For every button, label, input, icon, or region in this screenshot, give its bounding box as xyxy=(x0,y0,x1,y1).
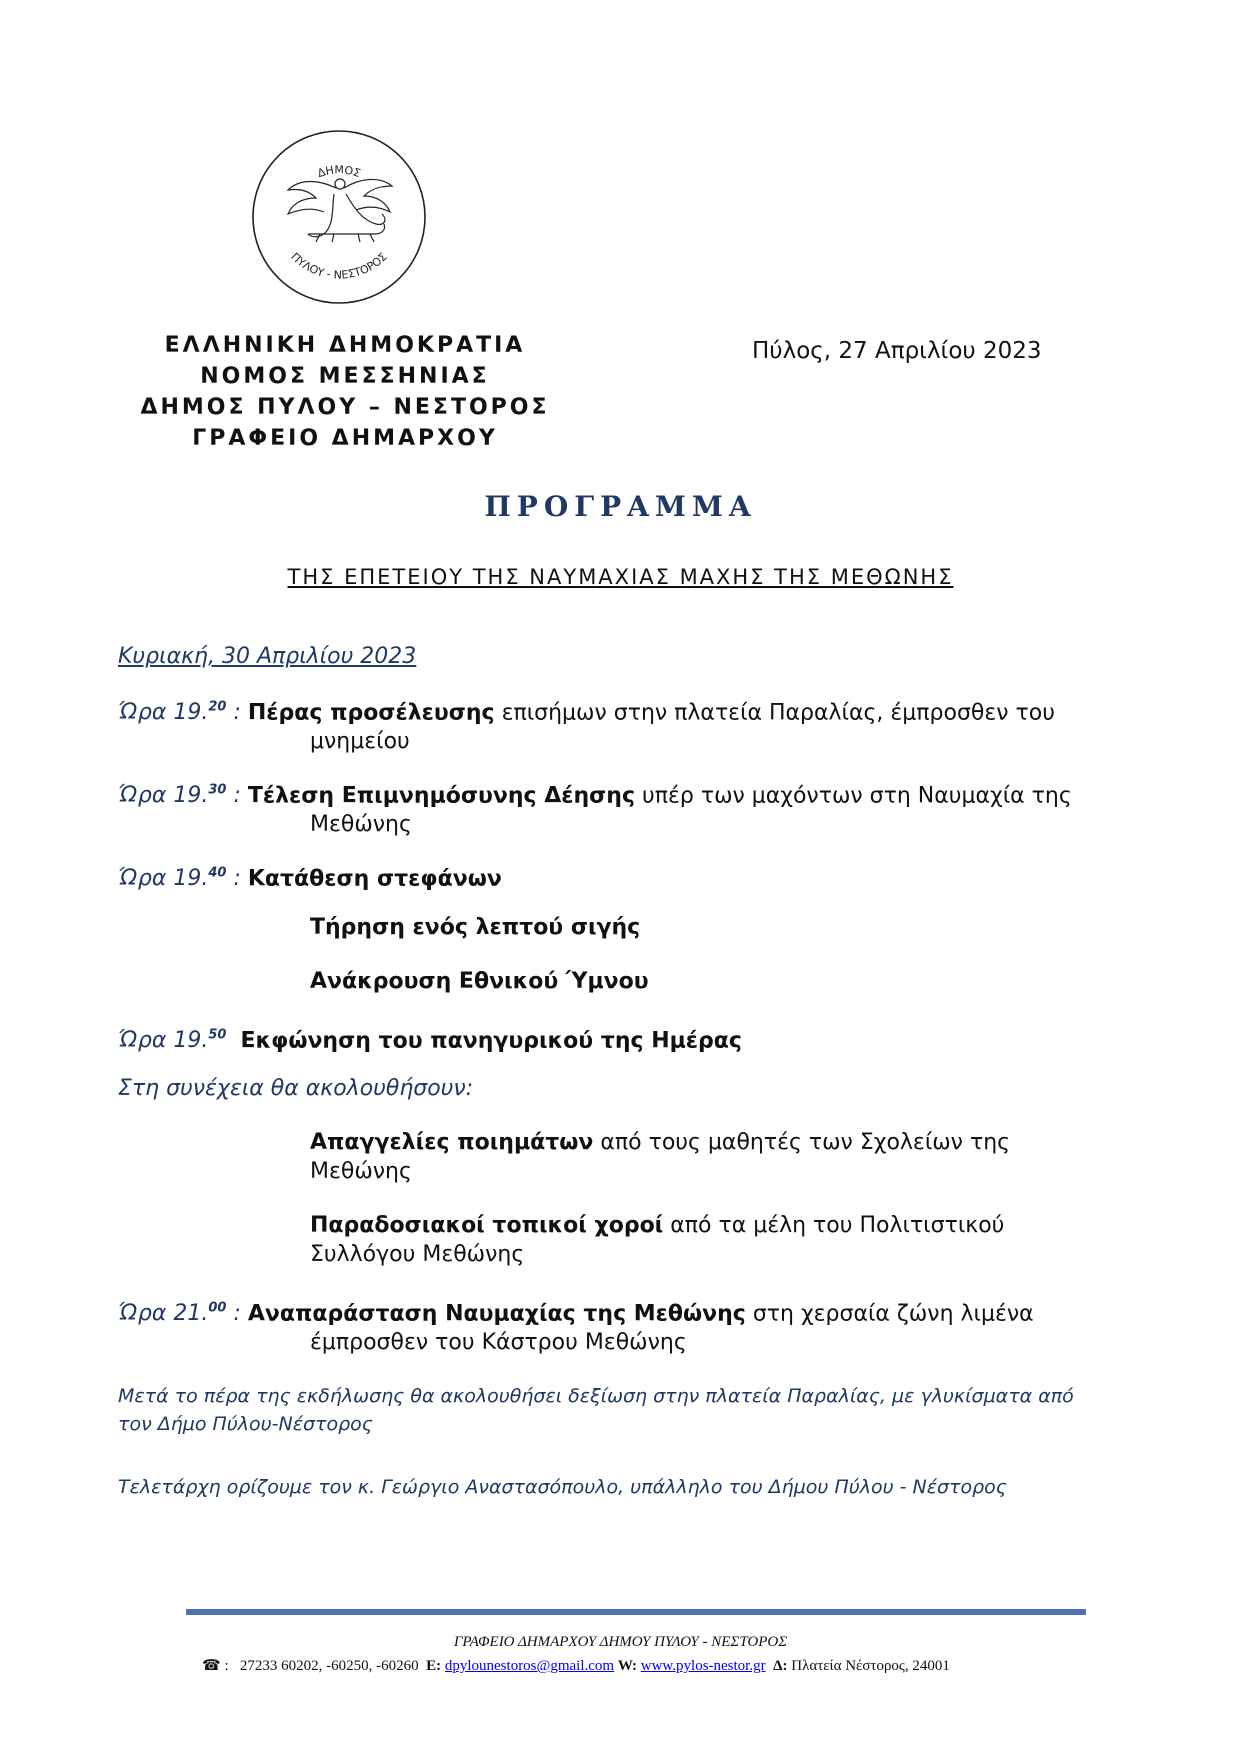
entry-title: Κατάθεση στεφάνων xyxy=(247,866,502,892)
footer-divider xyxy=(186,1609,1086,1615)
entry-title: Αναπαράσταση Ναυμαχίας της Μεθώνης xyxy=(247,1301,746,1327)
entry-description: υπέρ των μαχόντων στη Ναυμαχία της xyxy=(635,783,1072,809)
entry-description: επισήμων στην πλατεία Παραλίας, έμπροσθεν του xyxy=(494,700,1055,726)
footer-contacts xyxy=(202,1656,950,1675)
master-of-ceremonies-note: Τελετάρχη ορίζουμε τον κ. Γεώργιο Αναστασόπουλο, υπάλληλο του Δήμου Πύλου - Νέστορος xyxy=(118,1476,1007,1498)
followup-item-continuation: Μεθώνης xyxy=(310,1159,412,1184)
schedule-entry xyxy=(118,693,1078,756)
document-date: Πύλος, 27 Απριλίου 2023 xyxy=(752,338,1042,364)
entry-time: Ώρα 19.30 : xyxy=(118,783,241,809)
schedule-entry xyxy=(118,776,1078,839)
followup-item-title: Παραδοσιακοί τοπικοί χοροί xyxy=(310,1213,664,1238)
entry-title: Πέρας προσέλευσης xyxy=(247,700,495,726)
address-label: Δ: xyxy=(773,1658,788,1674)
entry-time: Ώρα 21.00 : xyxy=(118,1301,241,1327)
footer-address: Πλατεία Νέστορος, 24001 xyxy=(791,1658,950,1674)
footer-office: ΓΡΑΦΕΙΟ ΔΗΜΑΡΧΟΥ ΔΗΜΟΥ ΠΥΛΟΥ - ΝΕΣΤΟΡΟΣ xyxy=(453,1634,788,1650)
schedule-entry xyxy=(118,1021,1078,1055)
followup-item-title: Απαγγελίες ποιημάτων xyxy=(310,1130,594,1155)
municipality-seal xyxy=(250,128,428,306)
document-title: ΠΡΟΓΡΑΜΜΑ xyxy=(484,490,757,523)
email-link[interactable]: dpylounestoros@gmail.com xyxy=(444,1658,615,1674)
sub-item-anthem: Ανάκρουση Εθνικού Ύμνου xyxy=(310,969,649,994)
followup-item-description: από τα μέλη του Πολιτιστικού xyxy=(663,1213,1005,1238)
footer-phones: 27233 60202, -60250, -60260 xyxy=(239,1658,419,1674)
website-link[interactable]: www.pylos-nestor.gr xyxy=(640,1658,766,1674)
winged-sphinx-logo-icon xyxy=(250,128,428,306)
entry-description: στη χερσαία ζώνη λιμένα xyxy=(745,1301,1034,1327)
header-republic: ΕΛΛΗΝΙΚΗ ΔΗΜΟΚΡΑΤΙΑ xyxy=(164,333,526,358)
followup-item xyxy=(310,1128,1070,1186)
followup-item-continuation: Συλλόγου Μεθώνης xyxy=(310,1242,525,1267)
followup-item-description: από τους μαθητές των Σχολείων της xyxy=(593,1130,1011,1155)
entry-continuation: μνημείου xyxy=(310,729,410,755)
header-municipality: ΔΗΜΟΣ ΠΥΛΟΥ – ΝΕΣΤΟΡΟΣ xyxy=(140,395,550,420)
email-label: E: xyxy=(426,1658,442,1674)
seal-bottom-text: ΠΥΛΟΥ - ΝΕΣΤΟΡΟΣ xyxy=(288,250,390,282)
entry-time: Ώρα 19.50 xyxy=(118,1028,227,1054)
header-office: ΓΡΑΦΕΙΟ ΔΗΜΑΡΧΟΥ xyxy=(192,426,498,451)
entry-time: Ώρα 19.20 : xyxy=(118,700,241,726)
schedule-entry xyxy=(118,1294,1078,1357)
entry-title: Τέλεση Επιμνημόσυνης Δέησης xyxy=(247,783,635,809)
entry-time: Ώρα 19.40 : xyxy=(118,866,241,892)
followup-heading: Στη συνέχεια θα ακολουθήσουν: xyxy=(118,1076,474,1101)
entry-continuation: Μεθώνης xyxy=(310,812,412,838)
phone-label: : xyxy=(220,1658,237,1674)
web-label: W: xyxy=(617,1658,637,1674)
followup-item xyxy=(310,1211,1070,1269)
entry-title: Εκφώνηση του πανηγυρικού της Ημέρας xyxy=(240,1028,742,1054)
seal-top-text: ΔΗΜΟΣ xyxy=(315,163,363,181)
header-prefecture: ΝΟΜΟΣ ΜΕΣΣΗΝΙΑΣ xyxy=(200,364,490,389)
entry-continuation: έμπροσθεν του Κάστρου Μεθώνης xyxy=(310,1330,687,1356)
svg-text:ΔΗΜΟΣ xyxy=(316,163,362,180)
phone-icon: ☎ xyxy=(202,1658,221,1674)
schedule-entry xyxy=(118,859,1078,893)
sub-item-silence: Τήρηση ενός λεπτού σιγής xyxy=(310,915,641,940)
reception-note: Μετά το πέρα της εκδήλωσης θα ακολουθήσει δεξίωση στην πλατεία Παραλίας, με γλυκίσματα από τον Δήμο Πύλου-Νέστορος xyxy=(118,1385,1074,1435)
document-subtitle: ΤΗΣ ΕΠΕΤΕΙΟΥ ΤΗΣ ΝΑΥΜΑΧΙΑΣ ΜΑΧΗΣ ΤΗΣ ΜΕΘΩΝΗΣ xyxy=(287,565,954,589)
event-day: Κυριακή, 30 Απριλίου 2023 xyxy=(118,644,417,669)
svg-text:ΠΥΛΟΥ - ΝΕΣΤΟΡΟΣ xyxy=(288,250,389,281)
issuer-header xyxy=(140,330,550,454)
